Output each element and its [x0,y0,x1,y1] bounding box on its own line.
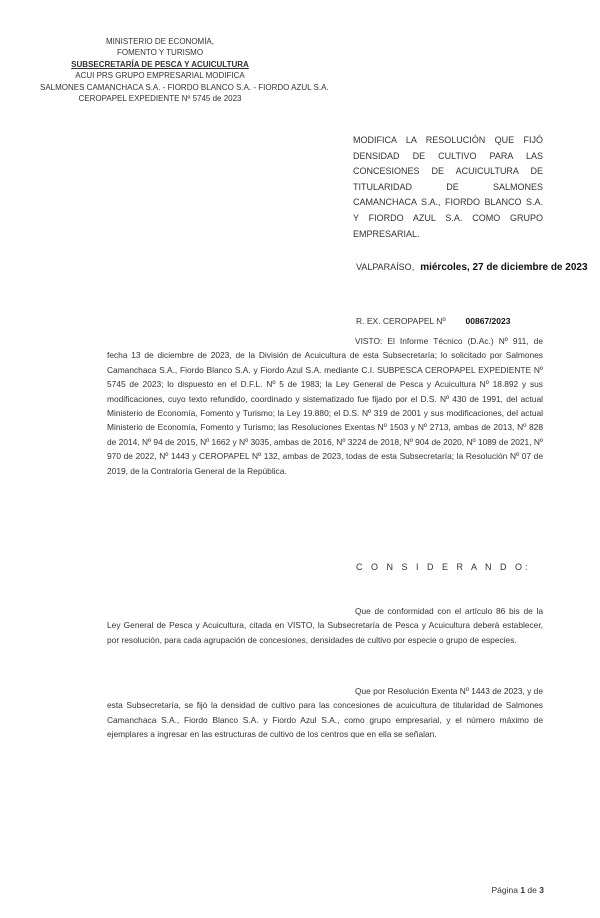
page-footer [491,885,544,895]
header-line-expediente: CEROPAPEL EXPEDIENTE Nº 5745 de 2023 [78,94,242,104]
considerando-heading: C O N S I D E R A N D O: [356,562,531,572]
header-line-subsecretaria: SUBSECRETARÍA DE PESCA Y ACUICULTURA [71,59,249,69]
footer-total: 3 [539,885,544,895]
resolution-number: 00867/2023 [465,316,511,326]
date-line [356,262,588,273]
considerando-paragraph-2 [107,684,543,742]
considerando-paragraph-1 [107,604,543,647]
footer-page: 1 [520,885,526,895]
paragraph-1-text: Que de conformidad con el artículo 86 bis de la Ley General de Pesca y Acuicultura, citada en VISTO, la Subsecretaría de Pesca y Acuicultura deberá establecer, por resolución, para cada agrupación de concesiones, densidades de cultivo por especie o grupo de especies. [107,606,543,645]
footer-prefix: Página [491,885,518,895]
visto-text: VISTO: El Informe Técnico (D.Ac.) Nº 911, de fecha 13 de diciembre de 2023, de la División de Acuicultura de esta Subsecretaría; lo solicitado por Salmones Camanchaca S.A., Fiordo Blanco S.A. y Fiordo Azul S.A. mediante C.I. SUBPESCA CEROPAPEL EXPEDIENTE Nº 5745 de 2023; lo dispuesto en el D.F.L. Nº 5 de 1983; la Ley General de Pesca y Acuicultura Nº 18.892 y sus modificaciones, cuyo texto refundido, coordinado y sistematizado fue fijado por el D.S. Nº 430 de 1991, del actual Ministerio de Economía, Fomento y Turismo; la Ley 19.880; el D.S. Nº 319 de 2001 y sus modificaciones, del actual Ministerio de Economía, Fomento y Turismo; las Resoluciones Exentas Nº 1503 y Nº 2713, ambas de 2013, Nº 828 de 2014, Nº 94 de 2015, Nº 1662 y Nº 3035, ambas de 2016, Nº 3224 de 2018, Nº 904 de 2020, Nº 1089 de 2021, Nº 970 de 2022, Nº 1443 y CEROPAPEL Nº 132, ambas de 2023, todas de esta Subsecretaría; la Resolución Nº 07 de 2019, de la Contraloría General de la República. [107,336,543,476]
header-line-fomento: FOMENTO Y TURISMO [116,48,204,58]
resolution-title: MODIFICA LA RESOLUCIÓN QUE FIJÓ DENSIDAD DE CULTIVO PARA LAS CONCESIONES DE ACUICULTURA DE TITULARIDAD DE SALMONES CAMANCHACA S.A., FIORDO BLANCO S.A. Y FIORDO AZUL S.A. COMO GRUPO EMPRESARIAL. [353,135,543,239]
ministry-header [40,36,329,104]
date-place: VALPARAÍSO, [356,262,415,272]
header-line-subject: ACUI PRS GRUPO EMPRESARIAL MODIFICA [75,71,245,81]
resolution-label: R. EX. CEROPAPEL Nº [356,316,446,326]
header-line-companies: SALMONES CAMANCHACA S.A. - FIORDO BLANCO S.A. - FIORDO AZUL S.A. [40,82,329,92]
footer-of: de [527,885,537,895]
paragraph-2-text: Que por Resolución Exenta Nº 1443 de 2023, y de esta Subsecretaría, se fijó la densidad de cultivo para las concesiones de acuicultura de titularidad de Salmones Camanchaca S.A., Fiordo Blanco S.A. y Fiordo Azul S.A., como grupo empresarial, y el número máximo de ejemplares a ingresar en las estructuras de cultivo de los centros que en ella se señalan. [107,686,543,740]
visto-paragraph [107,334,543,478]
date-value: miércoles, 27 de diciembre de 2023 [420,262,588,273]
resolution-number-line [356,316,510,326]
header-line-ministry: MINISTERIO DE ECONOMÍA, [105,37,214,46]
